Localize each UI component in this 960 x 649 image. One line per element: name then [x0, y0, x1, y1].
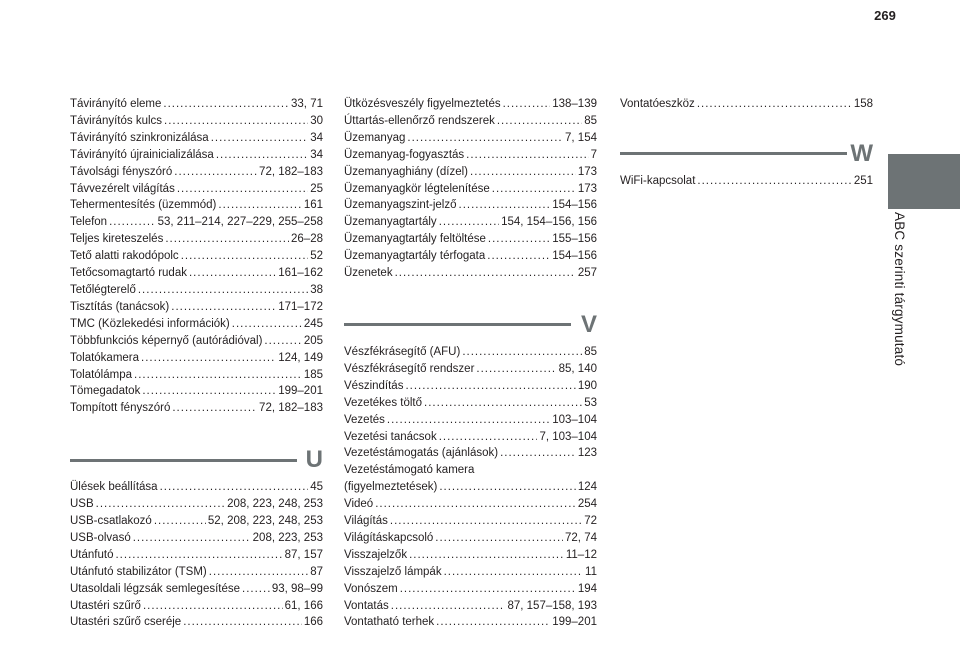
section-header-v [344, 308, 597, 342]
index-entry [70, 367, 323, 384]
index-term: Vészfékrásegítő (AFU) [344, 345, 461, 358]
index-page-ref: 208, 223, 253 [252, 531, 323, 544]
index-term: USB [70, 498, 94, 511]
section-letter: V [580, 310, 597, 338]
index-entry [70, 350, 323, 367]
index-page-ref: 123 [577, 447, 597, 460]
index-group-v [344, 344, 597, 631]
index-entry [344, 547, 597, 564]
index-page-ref: 87 [310, 565, 323, 578]
index-page-ref: 158 [853, 98, 873, 110]
index-term: Úttartás-ellenőrző rendszerek [344, 114, 495, 127]
index-term: Vezetékes töltő [344, 396, 422, 409]
index-term: Világításkapcsoló [344, 531, 434, 544]
index-term: Telefon [70, 216, 108, 229]
index-column-2 [344, 96, 597, 631]
index-term: Üzemanyagtartály [344, 216, 437, 229]
index-page-ref: 190 [577, 379, 597, 392]
index-entry [344, 513, 597, 530]
dot-leader [232, 316, 302, 333]
index-term: Üzemanyagszint-jelző [344, 199, 457, 212]
index-term: Üzemanyagtartály térfogata [344, 250, 486, 263]
index-page-ref: 85 [584, 114, 597, 127]
index-term: Tolatókamera [70, 351, 140, 364]
index-term: Távirányító újrainicializálása [70, 148, 214, 161]
index-page-ref: 208, 223, 248, 253 [227, 498, 323, 511]
dot-leader [211, 130, 309, 147]
index-page-ref: 155–156 [552, 233, 597, 246]
index-page-ref: 124, 149 [278, 351, 323, 364]
index-entry [344, 395, 597, 412]
index-page-ref: 257 [577, 267, 597, 280]
index-page-ref: 85, 140 [558, 362, 597, 375]
index-page-ref: 251 [853, 174, 873, 187]
dot-leader [500, 445, 576, 462]
index-page-ref: 185 [303, 368, 323, 381]
index-entry [344, 445, 597, 462]
index-page-ref: 45 [310, 481, 323, 494]
index-entry [70, 513, 323, 530]
section-rule [344, 323, 571, 326]
dot-leader [697, 173, 851, 190]
index-page-ref: 199–201 [552, 616, 597, 629]
section-rule [620, 152, 847, 155]
dot-leader [424, 395, 582, 412]
index-page-ref: 103–104 [552, 413, 597, 426]
index-entry [70, 181, 323, 198]
index-term: Távvezérelt világítás [70, 182, 175, 195]
page-number: 269 [874, 8, 896, 23]
index-page-ref: 93, 98–99 [271, 582, 323, 595]
dot-leader [488, 231, 550, 248]
index-page-ref: 72, 182–183 [259, 165, 323, 178]
index-page-ref: 38 [310, 283, 323, 296]
index-term: Távirányító eleme [70, 98, 162, 110]
index-page-ref: 87, 157–158, 193 [507, 599, 597, 612]
dot-leader [142, 383, 276, 400]
index-entry [70, 197, 323, 214]
index-term: Vezetéstámogató kamera [344, 464, 475, 477]
index-page-ref: 72, 182–183 [259, 402, 323, 415]
index-entry [344, 231, 597, 248]
index-term: Tompított fényszóró [70, 402, 171, 415]
dot-leader [171, 299, 276, 316]
index-entry [344, 530, 597, 547]
index-page-ref: 7 [590, 148, 597, 161]
index-entry [344, 96, 597, 113]
index-term: Üzemanyaghiány (dízel) [344, 165, 469, 178]
index-group-w [620, 173, 873, 190]
index-entry [344, 248, 597, 265]
index-term: Tisztítás (tanácsok) [70, 300, 170, 313]
index-term: Vezetési tanácsok [344, 430, 437, 443]
index-page-ref: 85 [584, 345, 597, 358]
dot-leader [436, 614, 550, 631]
index-term: Ülések beállítása [70, 481, 158, 494]
index-term: Tetőcsomagtartó rudak [70, 267, 187, 280]
index-entry [344, 344, 597, 361]
index-page-ref: 138–139 [552, 98, 597, 110]
index-entry [344, 361, 597, 378]
index-term: Visszajelző lámpák [344, 565, 442, 578]
index-term: Ütközésveszély figyelmeztetés [344, 98, 501, 110]
dot-leader [177, 181, 308, 198]
dot-leader [375, 496, 576, 513]
index-term: Utánfutó [70, 548, 114, 561]
dot-leader [209, 564, 308, 581]
index-entry [70, 581, 323, 598]
dot-leader [141, 350, 276, 367]
index-term: Visszajelzők [344, 548, 408, 561]
index-term: Utánfutó stabilizátor (TSM) [70, 565, 207, 578]
index-entry [70, 496, 323, 513]
index-entry [620, 96, 873, 113]
index-entry [70, 164, 323, 181]
index-page-ref: 154–156 [552, 250, 597, 263]
index-term: Teljes kireteszelés [70, 233, 164, 246]
index-term: (figyelmeztetések) [344, 481, 438, 494]
dot-leader [466, 147, 588, 164]
index-page-ref: 72 [584, 515, 597, 528]
index-page-ref: 199–201 [278, 385, 323, 398]
index-group-v2 [620, 96, 873, 113]
dot-leader [503, 96, 551, 113]
index-entry [70, 282, 323, 299]
dot-leader [109, 214, 155, 231]
index-entry [70, 333, 323, 350]
index-term: Videó [344, 498, 374, 511]
index-term: Üzemanyag [344, 131, 406, 144]
index-term: Üzenetek [344, 267, 393, 280]
dot-leader [400, 581, 576, 598]
dot-leader [390, 513, 582, 530]
index-entry [70, 316, 323, 333]
index-page-ref: 30 [310, 114, 323, 127]
index-entry [70, 598, 323, 615]
index-term: Tolatólámpa [70, 368, 133, 381]
index-term: USB-olvasó [70, 531, 131, 544]
dot-leader [459, 197, 551, 214]
chapter-label: ABC szerinti tárgymutató [892, 212, 907, 367]
index-entry [620, 173, 873, 190]
dot-leader [218, 197, 301, 214]
index-entry [344, 598, 597, 615]
section-rule [70, 459, 297, 462]
index-entry [70, 400, 323, 417]
index-term: Vontatóeszköz [620, 98, 695, 110]
index-page-ref: 194 [577, 582, 597, 595]
index-page-ref: 7, 103–104 [539, 430, 597, 443]
index-term: Üzemanyag-fogyasztás [344, 148, 465, 161]
dot-leader [407, 130, 563, 147]
index-entry [70, 614, 323, 631]
dot-leader [391, 598, 506, 615]
index-term: Többfunkciós képernyő (autórádióval) [70, 334, 263, 347]
index-term: Vezetés [344, 413, 385, 426]
index-entry [344, 113, 597, 130]
index-entry [70, 96, 323, 113]
index-page-ref: 72, 74 [565, 531, 597, 544]
index-page-ref: 124 [577, 481, 597, 494]
index-column-3 [620, 96, 873, 190]
chapter-tab [888, 154, 960, 209]
dot-leader [216, 147, 308, 164]
index-page-ref: 53 [584, 396, 597, 409]
index-page-ref: 34 [310, 148, 323, 161]
dot-leader [487, 248, 550, 265]
index-entry [344, 130, 597, 147]
dot-leader [444, 564, 583, 581]
index-page-ref: 11–12 [565, 548, 597, 561]
dot-leader [115, 547, 282, 564]
index-term: Vontatható terhek [344, 616, 435, 629]
index-page-ref: 26–28 [291, 233, 323, 246]
index-entry [344, 496, 597, 513]
index-term: Vészindítás [344, 379, 404, 392]
index-term: Világítás [344, 515, 388, 528]
index-term: Üzemanyagtartály feltöltése [344, 233, 486, 246]
dot-leader [476, 361, 556, 378]
dot-leader [143, 598, 283, 615]
index-page-ref: 33, 71 [291, 98, 323, 110]
index-entry [344, 197, 597, 214]
dot-leader [133, 530, 251, 547]
index-term: Utastéri szűrő cseréje [70, 616, 182, 629]
index-term: Üzemanyagkör légtelenítése [344, 182, 490, 195]
dot-leader [163, 96, 289, 113]
index-entry [70, 113, 323, 130]
dot-leader [154, 513, 206, 530]
dot-leader [405, 378, 575, 395]
index-entry [70, 383, 323, 400]
section-header-u [70, 443, 323, 477]
index-term: Távolsági fényszóró [70, 165, 173, 178]
index-term: WiFi-kapcsolat [620, 174, 696, 187]
dot-leader [164, 113, 308, 130]
section-header-w [620, 137, 873, 171]
index-term: Távirányítós kulcs [70, 114, 163, 127]
index-entry [70, 214, 323, 231]
index-page-ref: 34 [310, 131, 323, 144]
index-term: Vezetéstámogatás (ajánlások) [344, 447, 499, 460]
dot-leader [439, 214, 499, 231]
index-entry [344, 147, 597, 164]
index-page-ref: 52 [310, 250, 323, 263]
index-group-u [70, 479, 323, 631]
index-term: Vontatás [344, 599, 389, 612]
dot-leader [395, 265, 576, 282]
index-page-ref: 173 [577, 165, 597, 178]
dot-leader [172, 400, 257, 417]
index-page-ref: 52, 208, 223, 248, 253 [207, 515, 323, 528]
index-page-ref: 25 [310, 182, 323, 195]
dot-leader [409, 547, 564, 564]
index-page-ref: 161–162 [278, 267, 323, 280]
index-term: Utasoldali légzsák semlegesítése [70, 582, 241, 595]
dot-leader [470, 164, 576, 181]
dot-leader [134, 367, 302, 384]
index-entry [344, 564, 597, 581]
dot-leader [160, 479, 309, 496]
index-entry [344, 164, 597, 181]
index-entry [70, 130, 323, 147]
dot-leader [174, 164, 257, 181]
dot-leader [138, 282, 308, 299]
index-term: Tömegadatok [70, 385, 141, 398]
index-entry [70, 547, 323, 564]
index-entry [70, 248, 323, 265]
index-page-ref: 11 [585, 565, 597, 578]
index-term: Tehermentesítés (üzemmód) [70, 199, 217, 212]
index-entry [344, 614, 597, 631]
index-entry [344, 429, 597, 446]
dot-leader [462, 344, 582, 361]
index-entry [70, 147, 323, 164]
index-entry [344, 265, 597, 282]
index-page-ref: 7, 154 [565, 131, 597, 144]
index-column-1 [70, 96, 323, 631]
dot-leader [183, 614, 302, 631]
index-page-ref: 171–172 [278, 300, 323, 313]
index-term: Utastéri szűrő [70, 599, 141, 612]
dot-leader [189, 265, 276, 282]
index-page-ref: 254 [577, 498, 597, 511]
index-term: Tetőlégterelő [70, 283, 136, 296]
index-term: Távirányító szinkronizálása [70, 131, 209, 144]
dot-leader [492, 181, 576, 198]
index-group-t [70, 96, 323, 417]
index-page-ref: 173 [577, 182, 597, 195]
index-entry [70, 479, 323, 496]
index-entry [344, 378, 597, 395]
index-entry [344, 462, 597, 479]
dot-leader [697, 96, 852, 113]
index-term: TMC (Közlekedési információk) [70, 317, 230, 330]
dot-leader [165, 231, 289, 248]
index-page-ref: 87, 157 [284, 548, 323, 561]
index-entry [70, 231, 323, 248]
index-term: Vonószem [344, 582, 398, 595]
section-letter: W [850, 139, 873, 167]
index-entry [344, 412, 597, 429]
section-letter: U [305, 446, 323, 474]
dot-leader [264, 333, 301, 350]
index-entry [70, 299, 323, 316]
dot-leader [497, 113, 582, 130]
index-page-ref: 61, 166 [284, 599, 323, 612]
index-page-ref: 161 [303, 199, 323, 212]
index-group-u2 [344, 96, 597, 282]
index-page-ref: 205 [303, 334, 323, 347]
index-entry [70, 530, 323, 547]
index-entry [344, 479, 597, 496]
index-entry [344, 581, 597, 598]
dot-leader [439, 479, 576, 496]
index-page-ref: 154, 154–156, 156 [501, 216, 597, 229]
index-page-ref: 53, 211–214, 227–229, 255–258 [157, 216, 323, 229]
dot-leader [96, 496, 225, 513]
index-term: Tető alatti rakodópolc [70, 250, 179, 263]
dot-leader [242, 581, 270, 598]
index-entry [344, 214, 597, 231]
dot-leader [435, 530, 563, 547]
index-page-ref: 245 [303, 317, 323, 330]
index-page-ref: 166 [303, 616, 323, 629]
index-entry [70, 564, 323, 581]
index-page-ref: 154–156 [552, 199, 597, 212]
dot-leader [181, 248, 309, 265]
dot-leader [439, 429, 538, 446]
index-term: USB-csatlakozó [70, 515, 152, 528]
dot-leader [387, 412, 550, 429]
index-term: Vészfékrásegítő rendszer [344, 362, 475, 375]
index-entry [70, 265, 323, 282]
index-entry [344, 181, 597, 198]
